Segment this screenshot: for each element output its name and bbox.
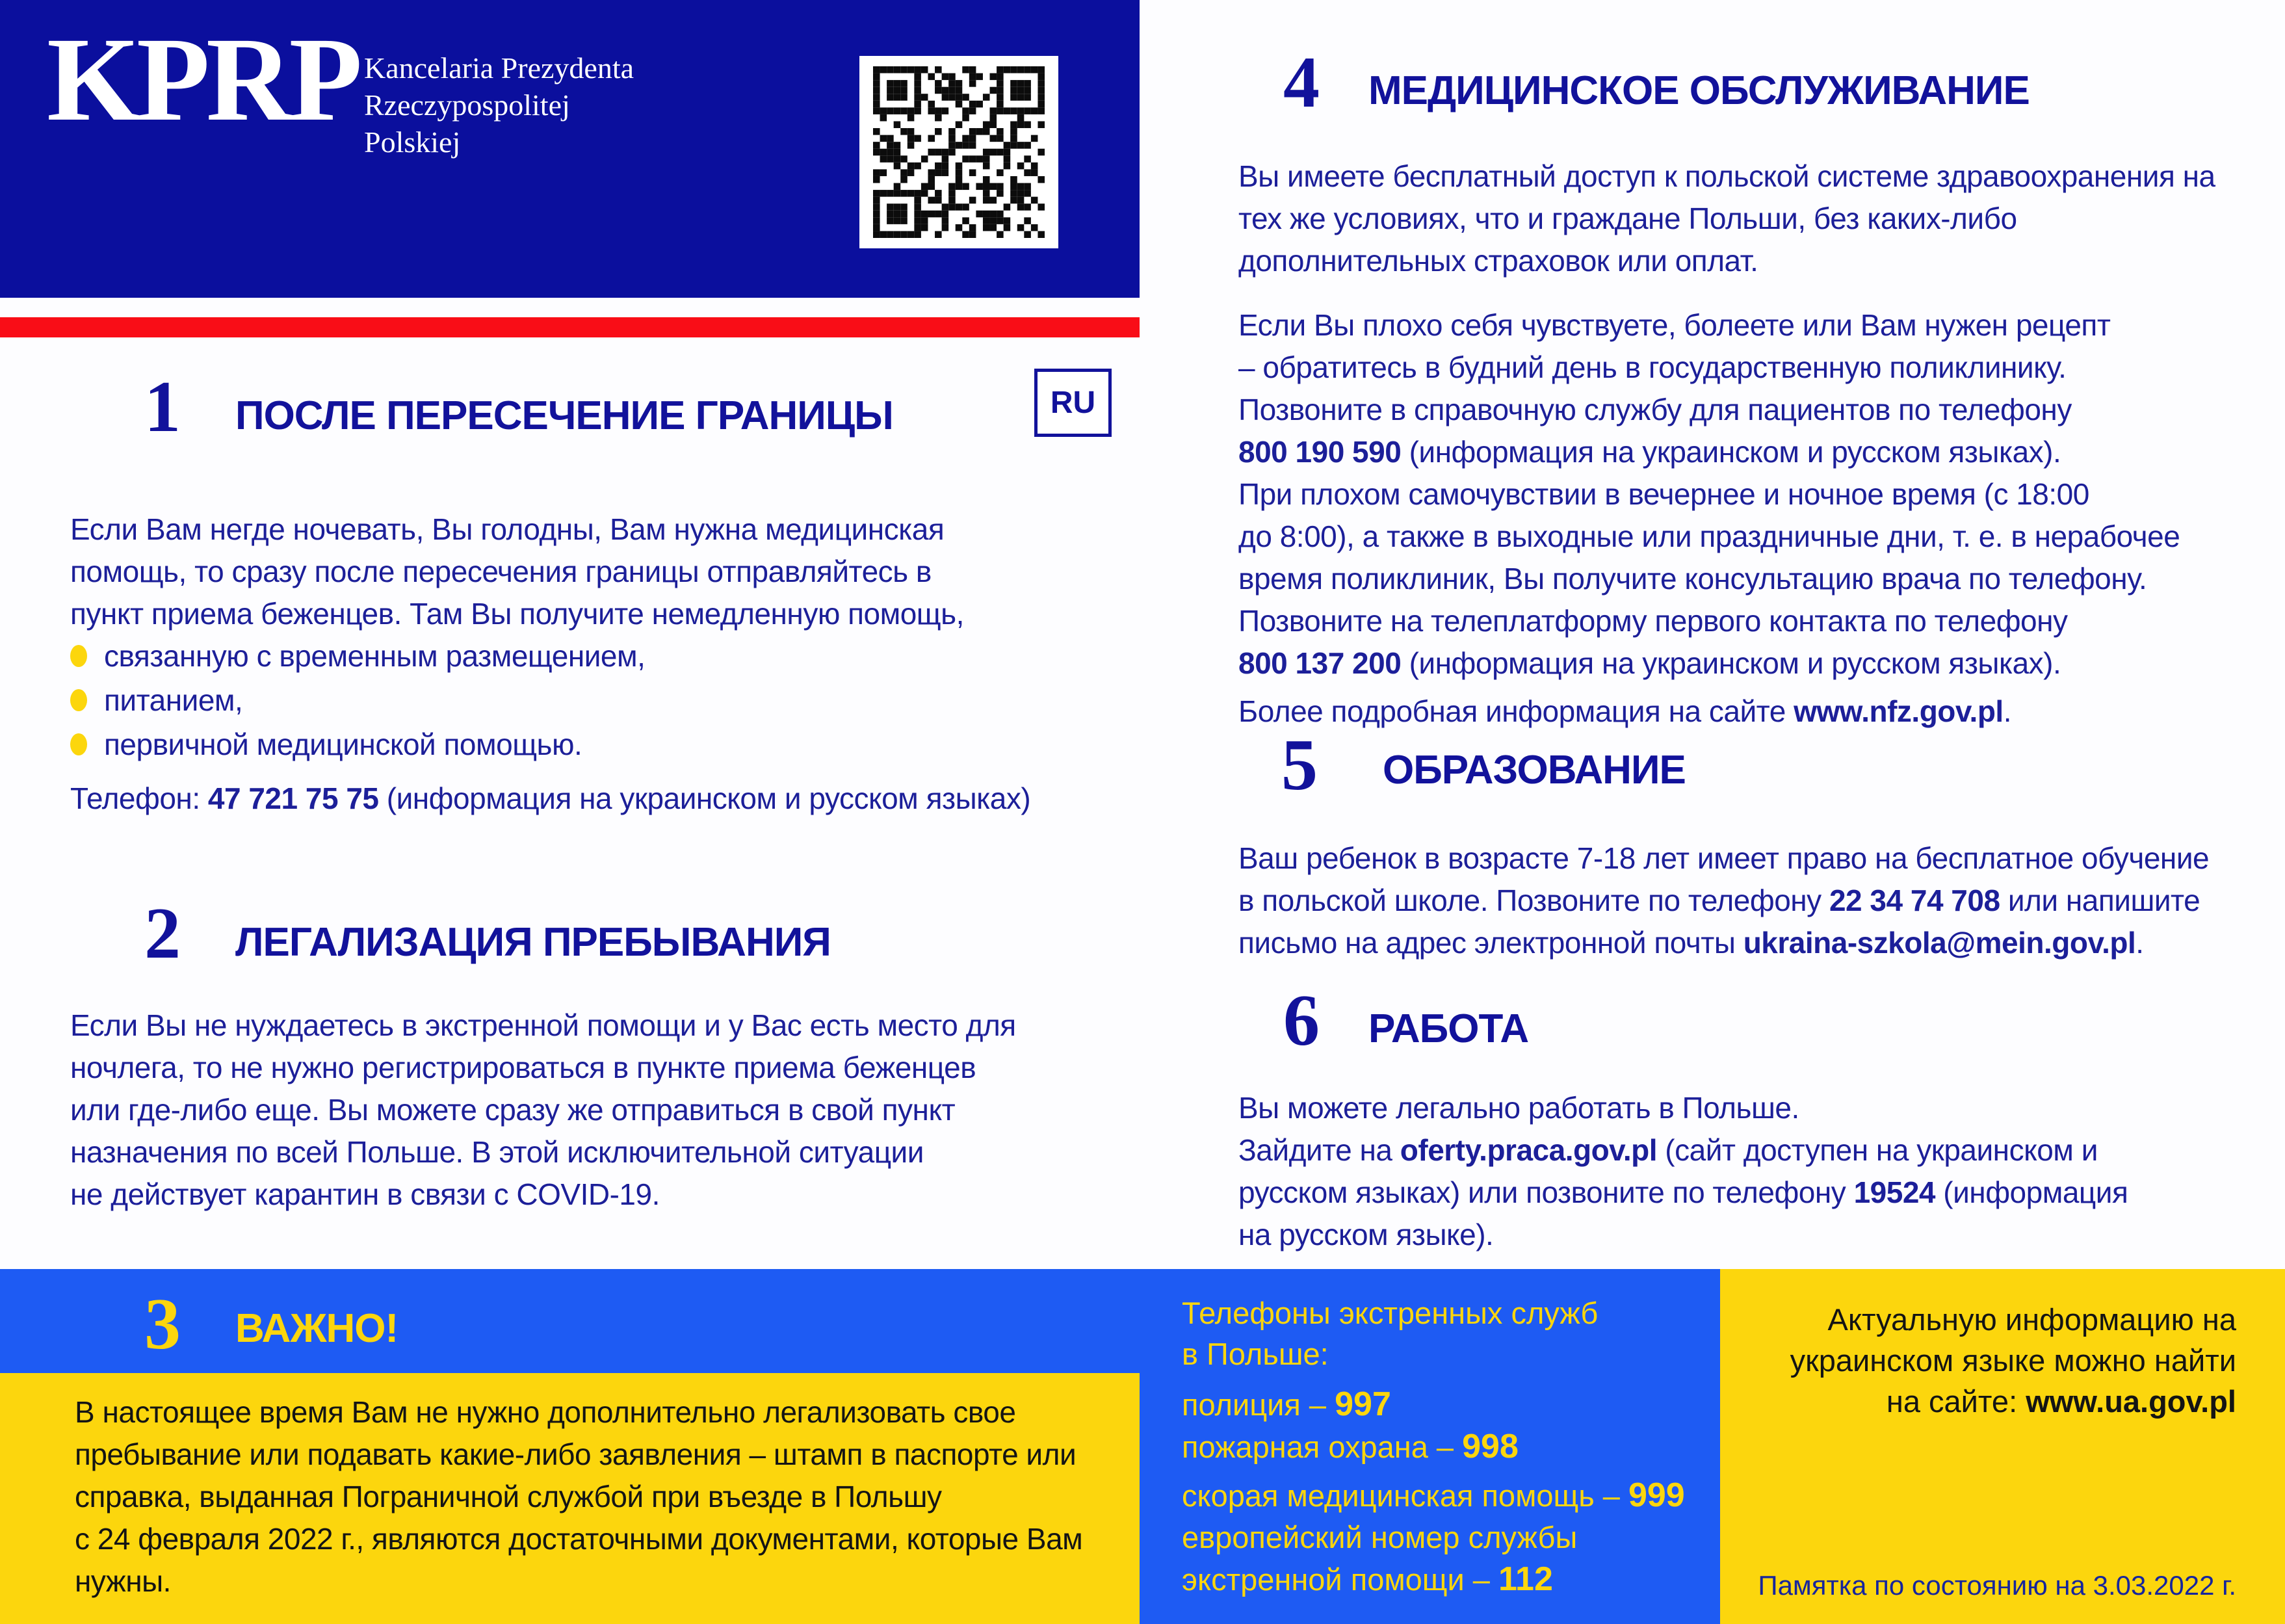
org-name bbox=[364, 49, 634, 161]
website-url: www.nfz.gov.pl bbox=[1794, 694, 2004, 728]
text-line: Вы можете легально работать в Польше. bbox=[1238, 1091, 1799, 1125]
text-line: Телефоны экстренных служб bbox=[1182, 1296, 1599, 1330]
text-line: Если Вы не нуждаетесь в экстренной помощи и у Вас есть место для bbox=[70, 1008, 1016, 1042]
service-label: полиция – bbox=[1182, 1387, 1335, 1422]
text-segment: (информация bbox=[1935, 1175, 2128, 1209]
text-line bbox=[1238, 431, 2180, 473]
text-segment: русском языках) или позвоните по телефону bbox=[1238, 1175, 1854, 1209]
text-line bbox=[1238, 1129, 2128, 1172]
org-name-line: Rzeczypospolitej bbox=[364, 88, 570, 122]
text-line: Позвоните на телеплатформу первого контакта по телефону bbox=[1238, 604, 2068, 638]
phone-number: 997 bbox=[1335, 1385, 1391, 1423]
text-line: – обратитесь в будний день в государственную поликлинику. bbox=[1238, 350, 2067, 384]
section-2-paragraph bbox=[70, 1004, 1016, 1216]
text-line bbox=[1238, 642, 2180, 685]
text-line: Актуальную информацию на bbox=[1827, 1302, 2236, 1337]
text-segment: или напишите bbox=[2000, 884, 2200, 917]
text-line: нужны. bbox=[75, 1564, 171, 1598]
text-line: Если Вы плохо себя чувствуете, болеете или Вам нужен рецепт bbox=[1238, 308, 2111, 342]
text-line: украинском языке можно найти bbox=[1790, 1343, 2236, 1378]
list-item bbox=[70, 634, 645, 678]
text-line: пребывание или подавать какие-либо заявления – штамп в паспорте или bbox=[75, 1437, 1077, 1471]
emergency-phone-list bbox=[1182, 1383, 1685, 1601]
section-2-title: ЛЕГАЛИЗАЦИЯ ПРЕБЫВАНИЯ bbox=[235, 920, 831, 965]
text-line: ночлега, то не нужно регистрироваться в пункте приема беженцев bbox=[70, 1051, 976, 1084]
section-4-number: 4 bbox=[1283, 42, 1320, 123]
section-6-number: 6 bbox=[1283, 980, 1320, 1061]
emergency-item-eu-line2 bbox=[1182, 1558, 1685, 1601]
text-segment: на сайте: bbox=[1886, 1384, 2026, 1419]
section-1-bullet-list bbox=[70, 634, 645, 766]
org-name-line: Polskiej bbox=[364, 125, 461, 159]
bullet-text: питанием, bbox=[104, 683, 243, 717]
text-segment: . bbox=[2003, 694, 2011, 728]
text-line: не действует карантин в связи с COVID-19. bbox=[70, 1177, 660, 1211]
section-3-title: ВАЖНО! bbox=[235, 1306, 398, 1351]
phone-number: 800 190 590 bbox=[1238, 435, 1402, 469]
text-line: дополнительных страховок или оплат. bbox=[1238, 244, 1758, 278]
language-badge: RU bbox=[1034, 369, 1112, 437]
text-line bbox=[1238, 880, 2209, 922]
website-url: www.ua.gov.pl bbox=[2026, 1384, 2236, 1419]
kprp-logo: KPRP bbox=[47, 13, 359, 146]
emergency-heading bbox=[1182, 1292, 1598, 1374]
text-segment: в польской школе. Позвоните по телефону bbox=[1238, 884, 1829, 917]
bullet-text: связанную с временным размещением, bbox=[104, 639, 646, 673]
service-label: скорая медицинская помощь – bbox=[1182, 1478, 1628, 1513]
section-6-paragraph bbox=[1238, 1087, 2128, 1256]
red-stripe bbox=[0, 317, 1140, 337]
email-address: ukraina-szkola@mein.gov.pl bbox=[1743, 926, 2136, 960]
phone-number: 112 bbox=[1498, 1560, 1553, 1598]
section-4-paragraph-1 bbox=[1238, 155, 2215, 282]
section-3-number: 3 bbox=[144, 1284, 181, 1365]
service-label: пожарная охрана – bbox=[1182, 1430, 1463, 1464]
text-line: Позвоните в справочную службу для пациентов по телефону bbox=[1238, 393, 2072, 426]
text-line bbox=[1790, 1381, 2236, 1422]
section-4-paragraph-2 bbox=[1238, 304, 2180, 685]
bullet-text: первичной медицинской помощью. bbox=[104, 727, 582, 761]
section-1-paragraph bbox=[70, 508, 964, 635]
text-line: В настоящее время Вам не нужно дополнительно легализовать свое bbox=[75, 1395, 1016, 1429]
emergency-item-eu-line1 bbox=[1182, 1517, 1685, 1558]
section-3-paragraph bbox=[75, 1391, 1082, 1603]
list-item bbox=[70, 722, 645, 766]
section-5-title: ОБРАЗОВАНИЕ bbox=[1383, 748, 1686, 792]
qr-code-box bbox=[859, 56, 1058, 248]
section-4-title: МЕДИЦИНСКОЕ ОБСЛУЖИВАНИЕ bbox=[1368, 68, 2030, 113]
text-line bbox=[1238, 922, 2209, 964]
ukrainian-info-note bbox=[1790, 1299, 2236, 1422]
bullet-dot-icon bbox=[70, 689, 87, 711]
text-line: При плохом самочувствии в вечернее и ночное время (с 18:00 bbox=[1238, 477, 2089, 511]
text-segment: письмо на адрес электронной почты bbox=[1238, 926, 1743, 960]
section-6-title: РАБОТА bbox=[1368, 1006, 1529, 1051]
emergency-item-ambulance bbox=[1182, 1474, 1685, 1517]
header-banner bbox=[0, 0, 1140, 298]
document-date-note: Памятка по состоянию на 3.03.2022 г. bbox=[1758, 1570, 2236, 1601]
section-1-number: 1 bbox=[144, 367, 181, 447]
text-line: или где-либо еще. Вы можете сразу же отправиться в свой пункт bbox=[70, 1093, 956, 1127]
text-line: справка, выданная Пограничной службой при въезде в Польшу bbox=[75, 1480, 942, 1513]
section-1-phone-line bbox=[70, 778, 1030, 820]
text-segment: . bbox=[2135, 926, 2144, 960]
section-5-number: 5 bbox=[1281, 725, 1318, 805]
text-line: пункт приема беженцев. Там Вы получите немедленную помощь, bbox=[70, 597, 964, 631]
phone-number: 47 721 75 75 bbox=[207, 781, 379, 815]
section-2-number: 2 bbox=[144, 893, 181, 974]
text-segment: (сайт доступен на украинском и bbox=[1657, 1133, 2098, 1167]
list-item bbox=[70, 678, 645, 722]
phone-number: 800 137 200 bbox=[1238, 646, 1402, 680]
text-segment: Более подробная информация на сайте bbox=[1238, 694, 1794, 728]
phone-number: 998 bbox=[1462, 1428, 1519, 1465]
text-segment: Зайдите на bbox=[1238, 1133, 1400, 1167]
service-label: европейский номер службы bbox=[1182, 1520, 1578, 1554]
text-line: Вы имеете бесплатный доступ к польской системе здравоохранения на bbox=[1238, 159, 2215, 193]
phone-number: 999 bbox=[1628, 1476, 1685, 1514]
service-label: экстренной помощи – bbox=[1182, 1562, 1498, 1597]
text-line: с 24 февраля 2022 г., являются достаточными документами, которые Вам bbox=[75, 1522, 1083, 1556]
org-name-line: Kancelaria Prezydenta bbox=[364, 51, 634, 85]
text-line bbox=[1238, 1172, 2128, 1214]
phone-number: 19524 bbox=[1853, 1175, 1935, 1209]
text-line: тех же условиях, что и граждане Польши, без каких-либо bbox=[1238, 202, 2017, 235]
text-line: время поликлиник, Вы получите консультацию врача по телефону. bbox=[1238, 562, 2147, 596]
bullet-dot-icon bbox=[70, 733, 87, 755]
section-5-paragraph bbox=[1238, 837, 2209, 964]
text-line: помощь, то сразу после пересечения границы отправляйтесь в bbox=[70, 555, 932, 588]
qr-code bbox=[873, 66, 1045, 238]
text-line: назначения по всей Польше. В этой исключительной ситуации bbox=[70, 1135, 924, 1169]
phone-note: (информация на украинском и русском языках) bbox=[378, 781, 1031, 815]
emergency-item-police bbox=[1182, 1383, 1685, 1426]
phone-number: 22 34 74 708 bbox=[1829, 884, 2000, 917]
section-4-more-info-line bbox=[1238, 690, 2011, 733]
text-line: в Польше: bbox=[1182, 1337, 1329, 1371]
text-line: Если Вам негде ночевать, Вы голодны, Вам нужна медицинская bbox=[70, 512, 945, 546]
text-line: Ваш ребенок в возрасте 7-18 лет имеет право на бесплатное обучение bbox=[1238, 841, 2210, 875]
emergency-item-fire bbox=[1182, 1426, 1685, 1468]
website-url: oferty.praca.gov.pl bbox=[1400, 1133, 1658, 1167]
text-line: на русском языке). bbox=[1238, 1218, 1494, 1251]
section-1-title: ПОСЛЕ ПЕРЕСЕЧЕНИЕ ГРАНИЦЫ bbox=[235, 393, 893, 438]
phone-note: (информация на украинском и русском языках). bbox=[1401, 646, 2061, 680]
bullet-dot-icon bbox=[70, 645, 87, 667]
text-line: до 8:00), а также в выходные или праздничные дни, т. е. в нерабочее bbox=[1238, 519, 2180, 553]
phone-note: (информация на украинском и русском языках). bbox=[1401, 435, 2061, 469]
phone-label: Телефон: bbox=[70, 781, 208, 815]
